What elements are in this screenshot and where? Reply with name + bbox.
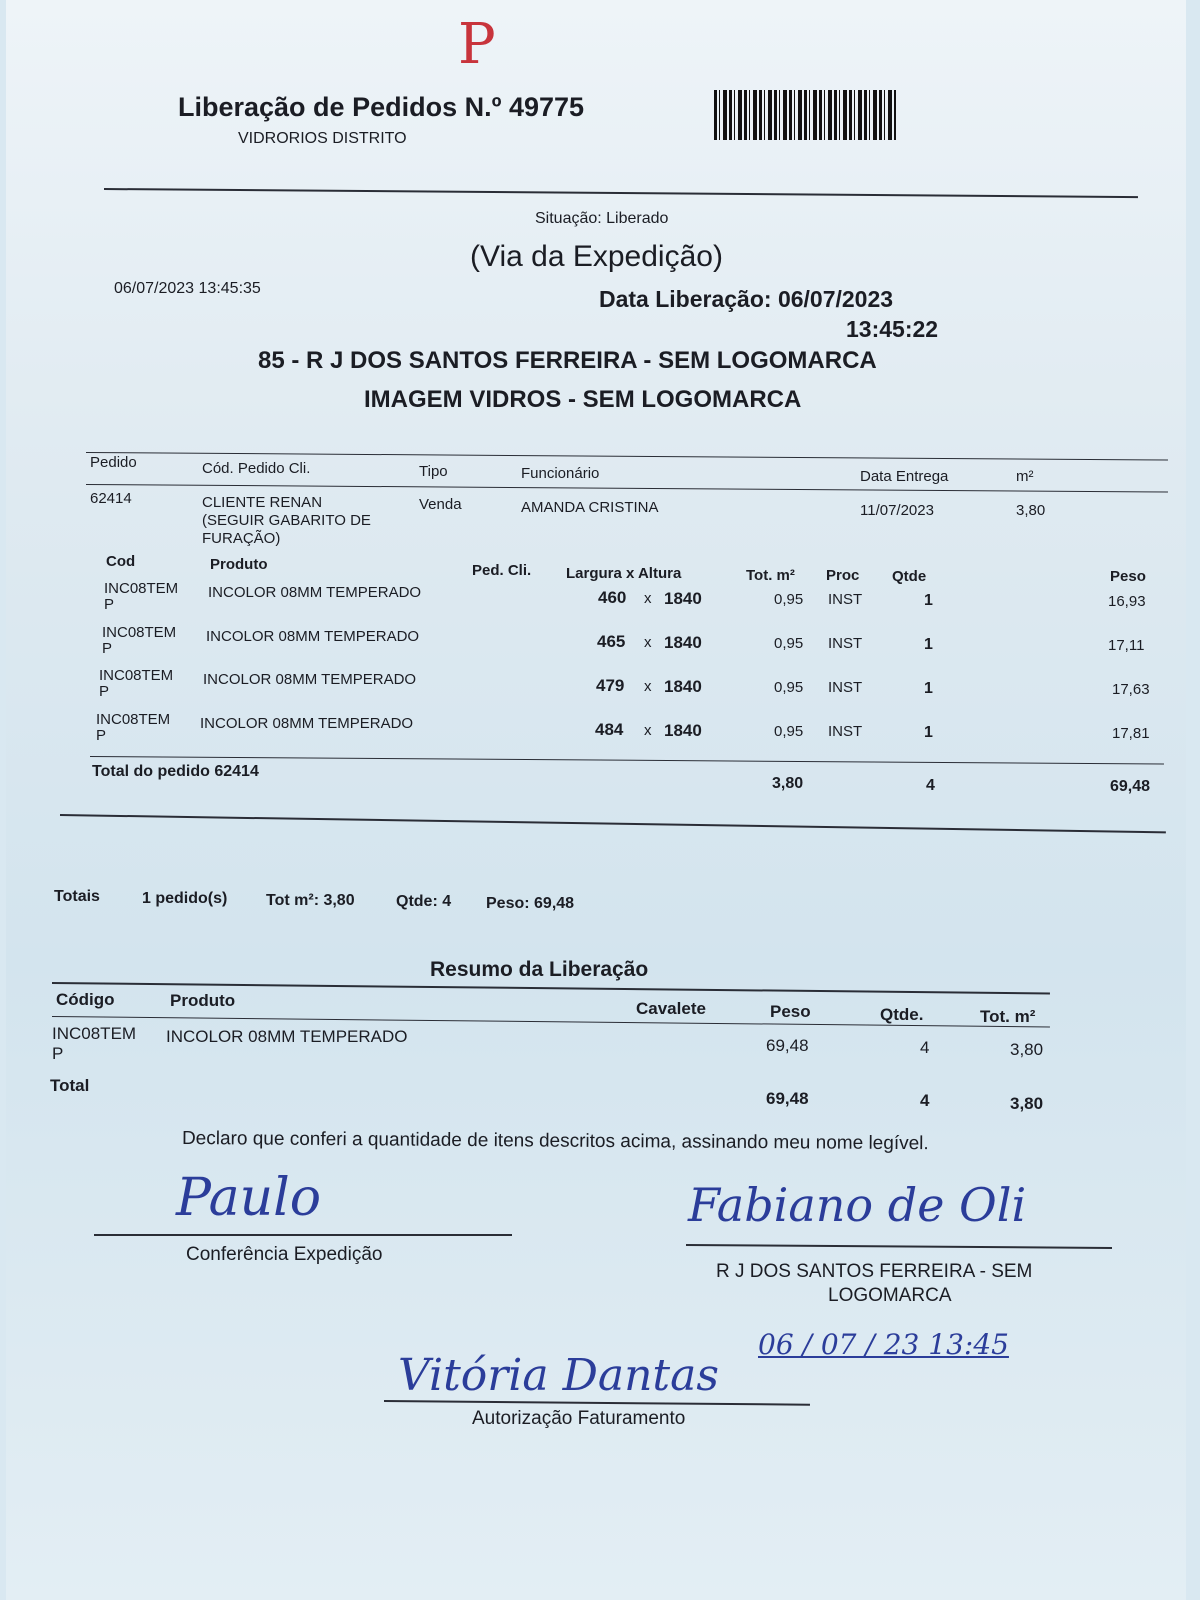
item-row (6, 666, 1186, 710)
item-qtde: 1 (924, 636, 933, 653)
col-data-entrega: Data Entrega (860, 468, 949, 485)
item-x: x (644, 590, 652, 607)
item-altura: 1840 (664, 677, 702, 696)
item-tot-m2: 0,95 (774, 635, 804, 652)
item-largura: 479 (596, 676, 625, 695)
totals-peso: Peso: 69,48 (486, 895, 575, 912)
resumo-row-produto: INCOLOR 08MM TEMPERADO (166, 1027, 408, 1046)
col-cod-cli: Cód. Pedido Cli. (202, 460, 311, 477)
resumo-col-tot-m2: Tot. m² (980, 1007, 1036, 1026)
col-tipo: Tipo (419, 463, 448, 480)
document-page (6, 0, 1186, 1600)
item-col-produto: Produto (210, 556, 268, 573)
resumo-row-cod: INC08TEM (52, 1024, 137, 1043)
item-col-proc: Proc (826, 567, 860, 584)
signature-autorizacao: Vitória Dantas (398, 1350, 719, 1401)
item-largura: 484 (595, 720, 624, 739)
item-proc: INST (828, 591, 863, 608)
item-altura: 1840 (664, 589, 702, 608)
divider (104, 188, 1138, 198)
item-altura: 1840 (664, 721, 702, 740)
item-qtde: 1 (924, 680, 933, 697)
divider (86, 484, 1168, 493)
item-row (6, 622, 1186, 666)
order-total-qtde: 4 (926, 777, 935, 794)
item-cod-suffix: P (99, 683, 110, 700)
item-produto: INCOLOR 08MM TEMPERADO (200, 715, 414, 732)
order-tipo: Venda (419, 496, 462, 513)
resumo-total-tot-m2: 3,80 (1010, 1094, 1044, 1113)
item-col-cod: Cod (106, 553, 136, 570)
item-x: x (644, 678, 652, 695)
totals-qtde: Qtde: 4 (396, 893, 452, 910)
item-altura: 1840 (664, 633, 702, 652)
item-cod-suffix: P (96, 727, 107, 744)
item-row (6, 710, 1186, 754)
item-peso: 17,11 (1108, 637, 1145, 654)
resumo-row-qtde: 4 (920, 1038, 930, 1057)
cliente-label-1: R J DOS SANTOS FERREIRA - SEM (716, 1261, 1033, 1282)
signature-conferencia: Paulo (176, 1168, 322, 1228)
item-cod-suffix: P (104, 596, 115, 613)
autorizacao-label: Autorização Faturamento (472, 1408, 686, 1429)
resumo-row-peso: 69,48 (766, 1036, 809, 1055)
handwritten-date: 06 / 07 / 23 13:45 (758, 1328, 1009, 1361)
item-cod: INC08TEM (104, 580, 179, 597)
item-cod: INC08TEM (96, 711, 171, 728)
item-col-qtde: Qtde (892, 568, 927, 585)
resumo-total-qtde: 4 (920, 1091, 930, 1110)
totals-m2: Tot m²: 3,80 (266, 892, 355, 909)
signature-line (94, 1234, 512, 1236)
item-cod: INC08TEM (102, 624, 177, 641)
resumo-title: Resumo da Liberação (430, 958, 649, 981)
client-line-1: 85 - R J DOS SANTOS FERREIRA - SEM LOGOMARCA (258, 347, 877, 374)
item-proc: INST (828, 635, 863, 652)
declaration-text: Declaro que conferi a quantidade de itens descritos acima, assinando meu nome legível. (181, 1128, 929, 1155)
item-peso: 17,81 (1112, 725, 1150, 742)
resumo-total-peso: 69,48 (766, 1089, 809, 1108)
item-cod: INC08TEM (99, 667, 174, 684)
order-data-entrega: 11/07/2023 (860, 502, 934, 519)
item-largura: 460 (598, 588, 627, 607)
resumo-row-cod-suffix: P (52, 1044, 64, 1063)
item-x: x (644, 722, 652, 739)
signature-cliente: Fabiano de Oli (688, 1178, 1027, 1232)
order-total-m2: 3,80 (772, 775, 804, 792)
item-col-dims: Largura x Altura (566, 565, 682, 582)
resumo-col-produto: Produto (170, 991, 236, 1010)
resumo-col-peso: Peso (770, 1002, 811, 1021)
order-funcionario: AMANDA CRISTINA (521, 499, 659, 516)
item-produto: INCOLOR 08MM TEMPERADO (206, 628, 420, 645)
handwritten-mark: P (458, 12, 496, 77)
item-produto: INCOLOR 08MM TEMPERADO (203, 671, 417, 688)
item-produto: INCOLOR 08MM TEMPERADO (208, 584, 422, 601)
item-peso: 17,63 (1112, 681, 1150, 698)
conferencia-label: Conferência Expedição (186, 1244, 383, 1265)
order-total-peso: 69,48 (1110, 778, 1151, 795)
barcode (714, 90, 896, 140)
resumo-col-cavalete: Cavalete (636, 999, 706, 1018)
order-cod-cli-2: (SEGUIR GABARITO DE (202, 512, 371, 529)
order-total-label: Total do pedido 62414 (92, 763, 259, 780)
item-col-peso: Peso (1110, 568, 1146, 585)
item-col-ped-cli: Ped. Cli. (472, 562, 532, 579)
item-tot-m2: 0,95 (774, 679, 804, 696)
item-tot-m2: 0,95 (774, 591, 804, 608)
item-col-tot-m2: Tot. m² (746, 567, 795, 584)
hora-liberacao: 13:45:22 (846, 316, 939, 342)
item-proc: INST (828, 723, 863, 740)
order-cod-cli-3: FURAÇÃO) (202, 530, 281, 547)
client-line-2: IMAGEM VIDROS - SEM LOGOMARCA (364, 386, 802, 413)
item-qtde: 1 (924, 592, 933, 609)
col-funcionario: Funcionário (521, 465, 600, 482)
resumo-total-label: Total (50, 1076, 90, 1095)
divider (60, 814, 1166, 833)
data-liberacao: Data Liberação: 06/07/2023 (599, 286, 894, 312)
situacao: Situação: Liberado (535, 210, 669, 227)
col-m2: m² (1016, 468, 1034, 485)
item-x: x (644, 634, 652, 651)
item-qtde: 1 (924, 724, 933, 741)
col-pedido: Pedido (90, 454, 137, 471)
item-cod-suffix: P (102, 640, 113, 657)
totals-pedidos: 1 pedido(s) (142, 890, 228, 907)
document-title: Liberação de Pedidos N.º 49775 (178, 92, 585, 122)
order-cod-cli-1: CLIENTE RENAN (202, 494, 323, 511)
via-expedicao: (Via da Expedição) (470, 240, 723, 273)
printed-at: 06/07/2023 13:45:35 (114, 280, 261, 297)
resumo-col-qtde: Qtde. (880, 1005, 924, 1024)
item-proc: INST (828, 679, 863, 696)
signature-line (686, 1244, 1112, 1249)
order-m2: 3,80 (1016, 502, 1046, 519)
order-pedido: 62414 (90, 490, 132, 507)
cliente-label-2: LOGOMARCA (828, 1285, 952, 1306)
item-tot-m2: 0,95 (774, 723, 804, 740)
company-name: VIDRORIOS DISTRITO (238, 130, 407, 147)
item-peso: 16,93 (1108, 593, 1146, 610)
resumo-col-codigo: Código (56, 990, 115, 1009)
totals-label: Totais (54, 888, 100, 905)
item-row (6, 578, 1186, 622)
item-largura: 465 (597, 632, 626, 651)
resumo-row-tot-m2: 3,80 (1010, 1040, 1044, 1059)
